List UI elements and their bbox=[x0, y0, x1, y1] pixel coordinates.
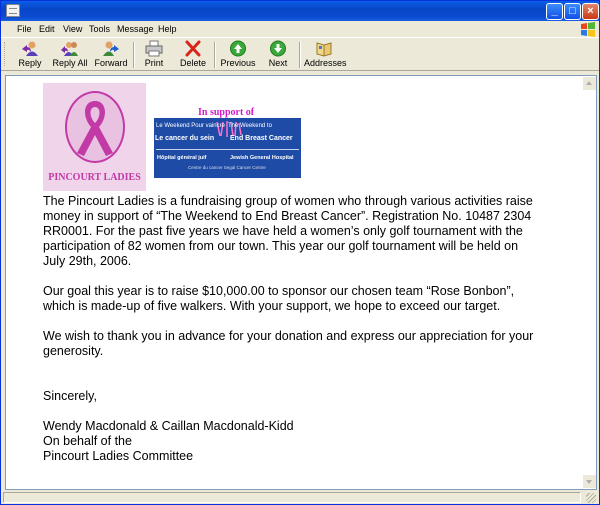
print-button[interactable]: Print bbox=[139, 39, 169, 69]
app-window-icon[interactable] bbox=[6, 4, 20, 17]
status-bar bbox=[1, 491, 599, 505]
paragraph-goal: Our goal this year is to raise $10,000.00 to sponsor our chosen team “Rose Bonbon”, which is made-up of five walkers. With your support, we hope to exceed our target. bbox=[43, 284, 515, 313]
reply-all-icon bbox=[61, 40, 79, 57]
banner-divider bbox=[156, 149, 299, 150]
windows-logo-icon bbox=[579, 21, 597, 38]
title-bar[interactable] bbox=[1, 1, 599, 21]
logo-caption: PINCOURT LADIES bbox=[48, 172, 141, 183]
menu-help[interactable]: Help bbox=[158, 24, 177, 34]
previous-icon bbox=[229, 40, 247, 57]
menu-message[interactable]: Message bbox=[117, 24, 154, 34]
signature: Wendy Macdonald & Caillan Macdonald-Kidd On behalf of the Pincourt Ladies Committee bbox=[43, 419, 294, 463]
toolbar-separator bbox=[214, 42, 216, 68]
paragraph-thanks: We wish to thank you in advance for your donation and express our appreciation for your generosity. bbox=[43, 329, 534, 358]
message-text bbox=[43, 194, 543, 479]
menu-file[interactable]: File bbox=[17, 24, 32, 34]
message-body[interactable] bbox=[5, 75, 597, 490]
reply-all-button[interactable]: Reply All bbox=[51, 39, 89, 69]
delete-icon bbox=[184, 40, 202, 57]
reply-icon bbox=[21, 40, 39, 57]
minimize-button[interactable]: _ bbox=[546, 3, 563, 20]
next-button[interactable]: Next bbox=[263, 39, 293, 69]
forward-button[interactable]: Forward bbox=[92, 39, 130, 69]
toolbar-grip[interactable] bbox=[4, 42, 7, 66]
menu-bar bbox=[1, 21, 599, 37]
resize-grip[interactable] bbox=[586, 493, 596, 503]
addresses-icon bbox=[315, 40, 333, 57]
print-icon bbox=[145, 40, 163, 57]
toolbar bbox=[1, 37, 599, 71]
menu-edit[interactable]: Edit bbox=[39, 24, 55, 34]
toolbar-separator bbox=[133, 42, 135, 68]
pincourt-ladies-logo bbox=[43, 83, 146, 191]
paragraph-intro: The Pincourt Ladies is a fundraising group of women who through various activities raise money in support of “The Weekend to End Breast Cancer”. Registration No. 10487 2304 RR0001. For the past five years we have held a women’s only golf tournament with the participation of 82 women from our town. This year our golf tournament will be held on July 29th, 2006. bbox=[43, 194, 533, 268]
menu-tools[interactable]: Tools bbox=[89, 24, 111, 34]
reply-button[interactable]: Reply bbox=[11, 39, 49, 69]
support-title: In support of bbox=[198, 107, 255, 118]
logo-circle bbox=[65, 91, 125, 163]
scroll-up-button[interactable] bbox=[583, 77, 596, 90]
close-button[interactable]: × bbox=[582, 3, 599, 20]
next-icon bbox=[269, 40, 287, 57]
pink-ribbon-icon bbox=[67, 93, 123, 161]
menu-view[interactable]: View bbox=[63, 24, 83, 34]
previous-button[interactable]: Previous bbox=[219, 39, 257, 69]
forward-icon bbox=[102, 40, 120, 57]
scroll-down-button[interactable] bbox=[583, 475, 596, 488]
delete-button[interactable]: Delete bbox=[177, 39, 209, 69]
weekend-breast-cancer-banner: Le Weekend Pour vaincre Le cancer du sein The Weekend to End Breast Cancer Hôpital général juif Jewish General Hospital Centre du cancer Segal Cancer Centre bbox=[154, 118, 301, 178]
addresses-button[interactable]: Addresses bbox=[304, 39, 344, 69]
maximize-button[interactable]: □ bbox=[564, 3, 581, 20]
status-panel bbox=[3, 492, 581, 503]
toolbar-separator bbox=[299, 42, 301, 68]
closing: Sincerely, bbox=[43, 389, 97, 403]
